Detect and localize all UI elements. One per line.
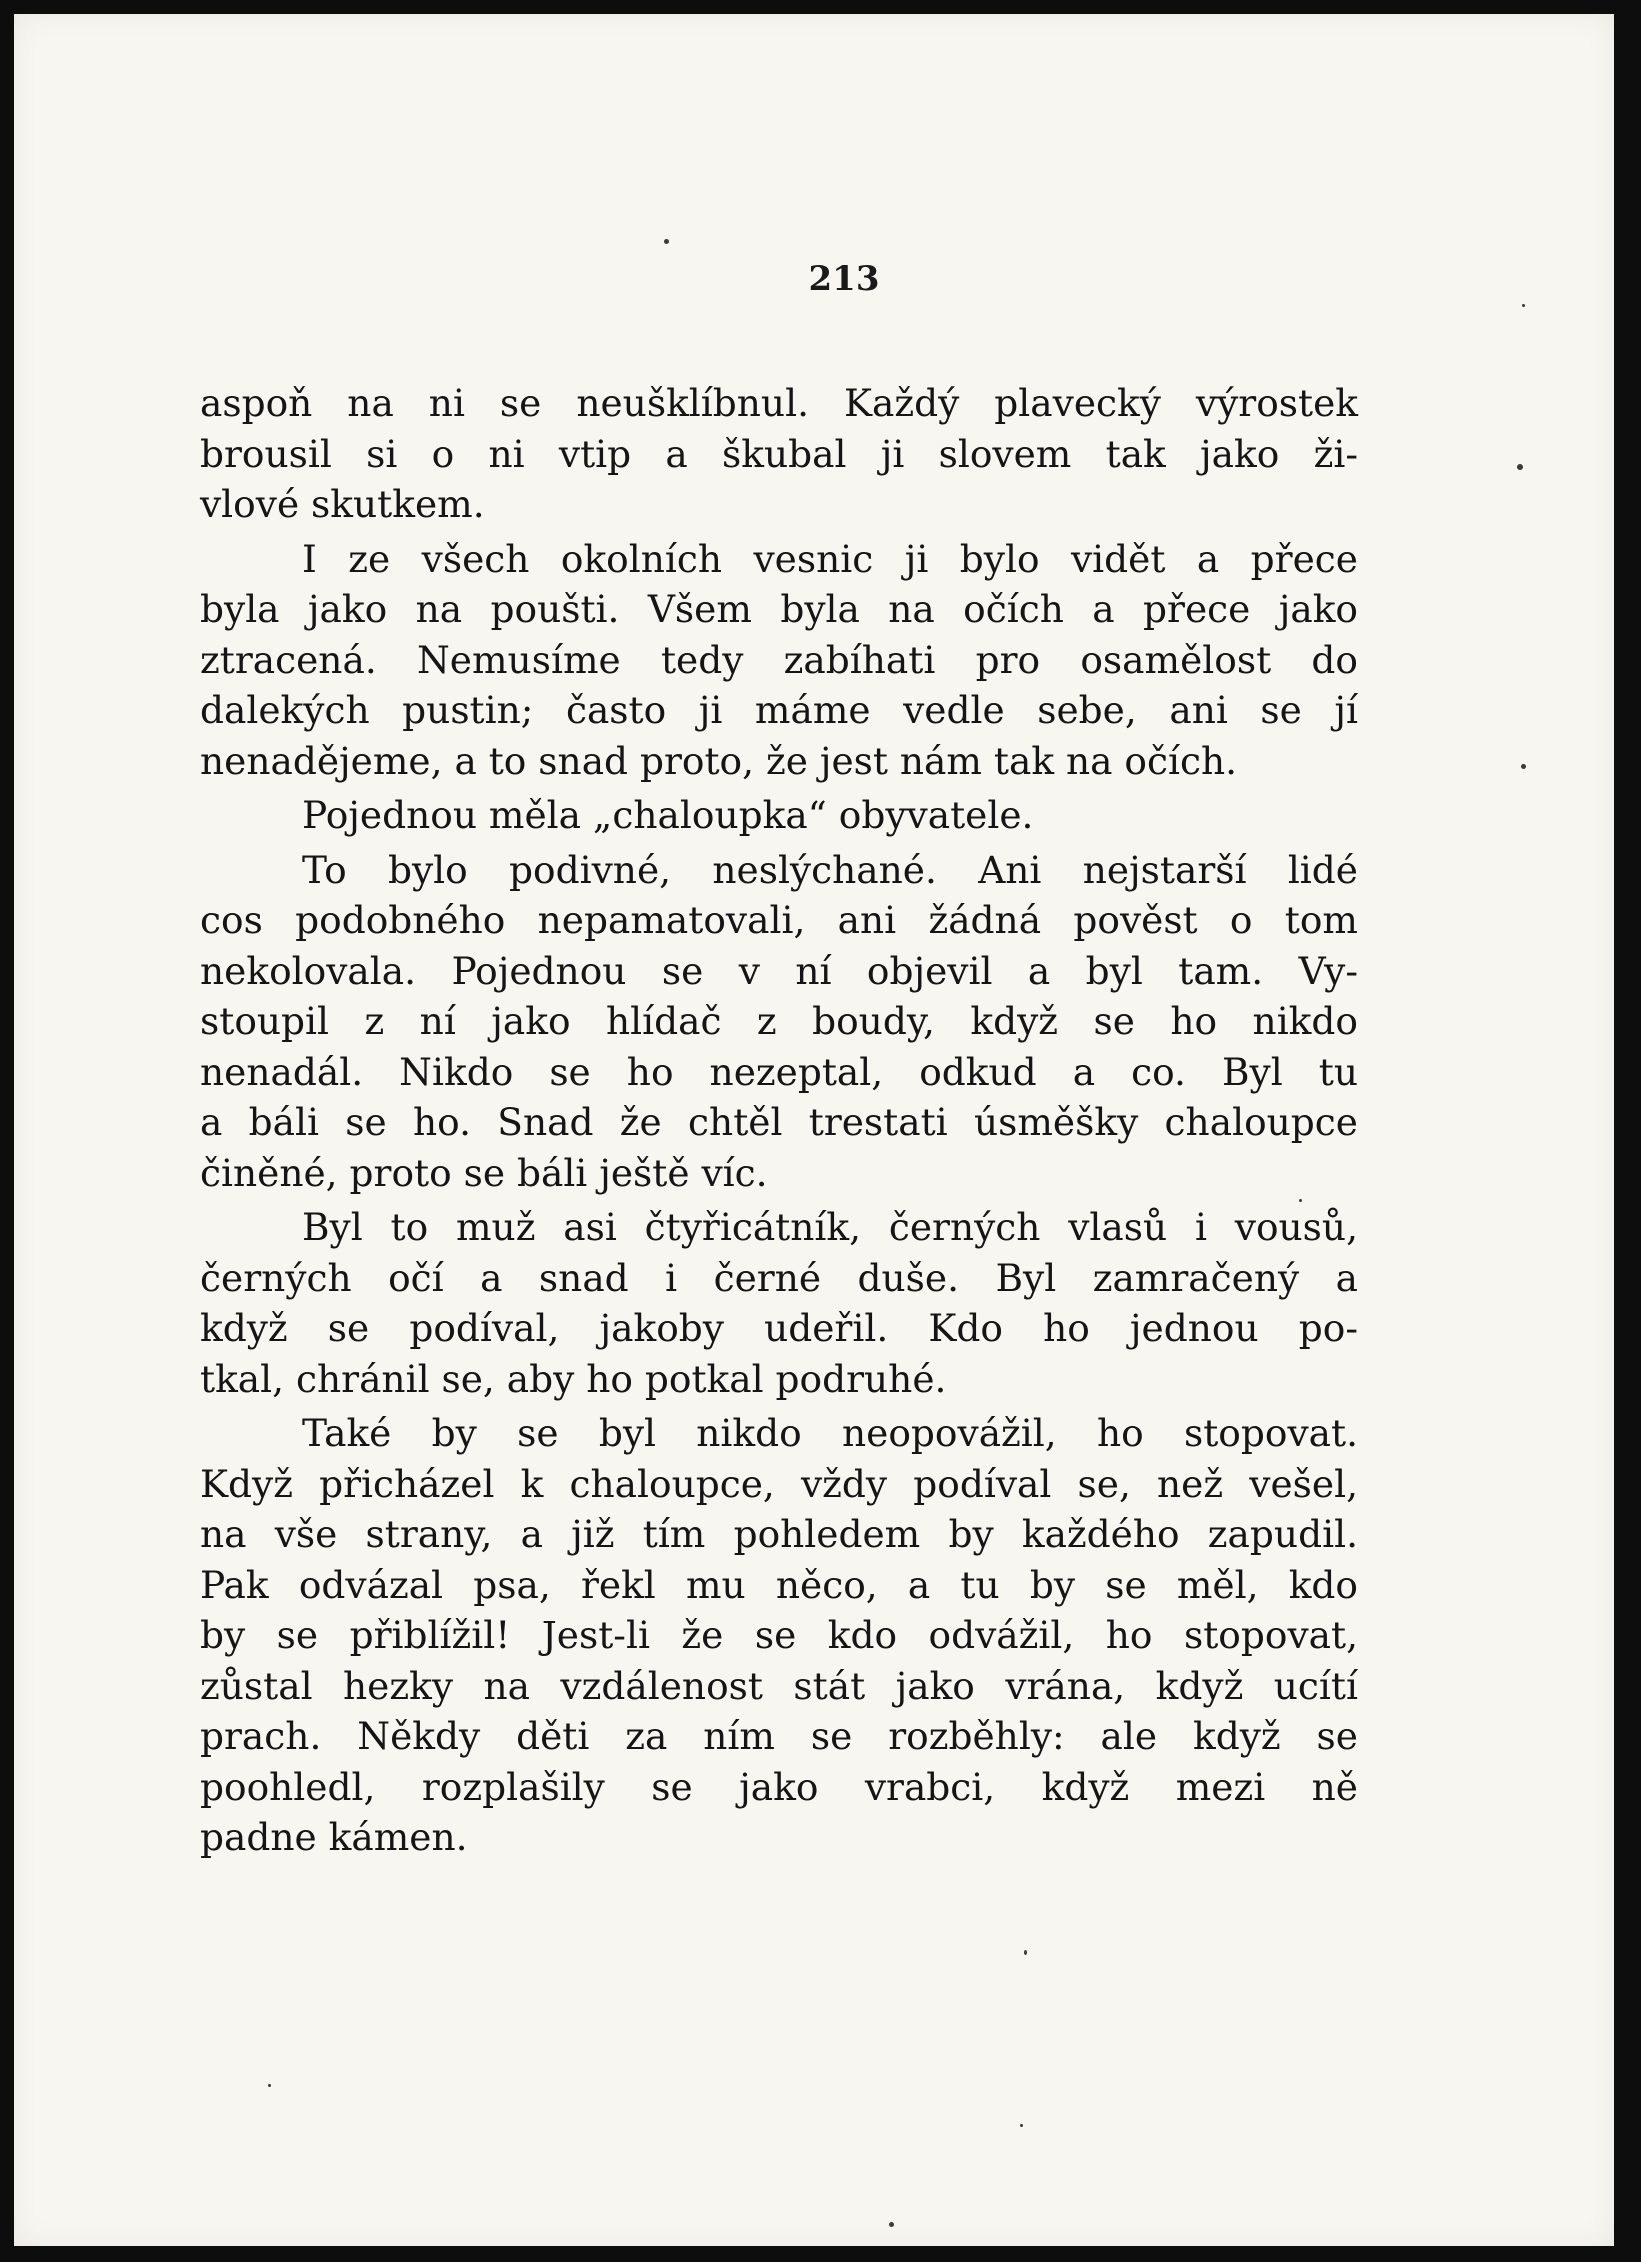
- print-speck: [1521, 764, 1526, 769]
- print-speck: [268, 2084, 271, 2087]
- print-speck: [1299, 1199, 1302, 1202]
- text-line: aspoň na ni se neušklíbnul. Každý plavecký výrostek: [200, 381, 1358, 425]
- print-speck: [1517, 464, 1523, 470]
- text-line: padne kámen.: [200, 1815, 468, 1859]
- text-line: by se přiblížil! Jest-li že se kdo odvážil, ho stopovat,: [200, 1613, 1358, 1657]
- text-line: nekolovala. Pojednou se v ní objevil a byl tam. Vy-: [200, 948, 1358, 993]
- text-line: stoupil z ní jako hlídač z boudy, když se ho nikdo: [200, 999, 1358, 1043]
- text-line: To bylo podivné, neslýchané. Ani nejstarší lidé: [302, 847, 1358, 892]
- print-speck: [889, 2222, 894, 2227]
- text-line: Pak odvázal psa, řekl mu něco, a tu by se měl, kdo: [200, 1562, 1358, 1607]
- text-line: prach. Někdy děti za ním se rozběhly: ale když se: [200, 1714, 1358, 1758]
- text-line: na vše strany, a již tím pohledem by každého zapudil.: [200, 1512, 1358, 1556]
- text-line: poohledl, rozplašily se jako vrabci, když mezi ně: [200, 1764, 1358, 1809]
- print-speck: [1522, 304, 1525, 307]
- text-line: Když přicházel k chaloupce, vždy podíval se, než vešel,: [200, 1461, 1358, 1506]
- text-line: Byl to muž asi čtyřicátník, černých vlasů i vousů,: [302, 1205, 1358, 1249]
- text-line: Také by se byl nikdo neopovážil, ho stopovat.: [302, 1411, 1358, 1455]
- text-line: cos podobného nepamatovali, ani žádná pověst o tom: [200, 898, 1358, 942]
- text-line: vlové skutkem.: [200, 482, 485, 526]
- book-page: [14, 14, 1614, 2246]
- text-line: činěné, proto se báli ještě víc.: [200, 1150, 768, 1195]
- page-text: [200, 378, 1358, 1863]
- text-line: když se podíval, jakoby udeřil. Kdo ho jednou po-: [200, 1306, 1358, 1350]
- text-line: ztracená. Nemusíme tedy zabíhati pro osamělost do: [200, 637, 1358, 682]
- page-number: 213: [808, 259, 880, 299]
- text-line: nenadějeme, a to snad proto, že jest nám tak na očích.: [200, 738, 1238, 783]
- print-speck: [1020, 2124, 1023, 2127]
- text-line: zůstal hezky na vzdálenost stát jako vrána, když ucítí: [200, 1663, 1358, 1708]
- text-line: černých očí a snad i černé duše. Byl zamračený a: [200, 1255, 1358, 1300]
- text-line: nenadál. Nikdo se ho nezeptal, odkud a co. Byl tu: [200, 1049, 1358, 1094]
- text-line: brousil si o ni vtip a škubal ji slovem tak jako ži-: [200, 431, 1358, 476]
- text-line: byla jako na poušti. Všem byla na očích a přece jako: [200, 587, 1358, 631]
- text-line: tkal, chránil se, aby ho potkal podruhé.: [200, 1356, 947, 1401]
- text-line: I ze všech okolních vesnic ji bylo vidět a přece: [302, 536, 1358, 581]
- print-speck: [664, 239, 669, 244]
- print-speck: [1024, 1950, 1027, 1955]
- text-line: Pojednou měla „chaloupka“ obyvatele.: [302, 793, 1034, 837]
- text-line: a báli se ho. Snad že chtěl trestati úsměšky chaloupce: [200, 1100, 1358, 1144]
- text-line: dalekých pustin; často ji máme vedle sebe, ani se jí: [200, 688, 1358, 732]
